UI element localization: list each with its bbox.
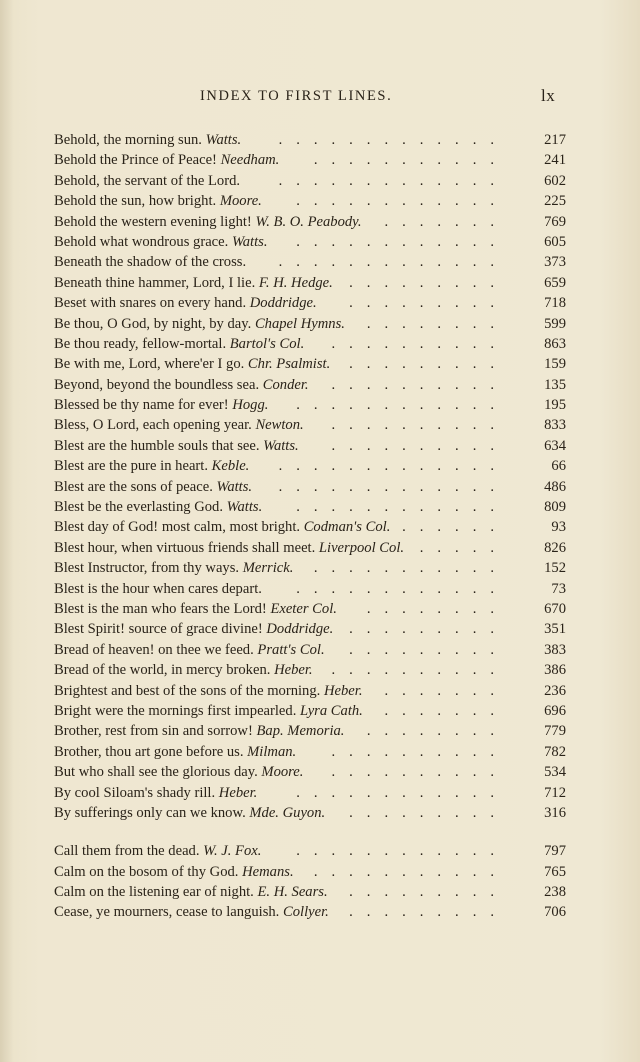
first-line: Beneath the shadow of the cross.: [54, 254, 247, 271]
index-entry: [54, 314, 566, 334]
index-entry: [54, 477, 566, 497]
leader-dots: ...........: [313, 152, 508, 169]
first-line: By cool Siloam's shady rill.: [54, 784, 216, 801]
index-entry: [54, 762, 566, 782]
index-group-b: [54, 130, 566, 823]
index-entry: [54, 721, 566, 741]
leader-dots: ...........: [313, 863, 508, 880]
author: Pratt's Col.: [257, 641, 325, 658]
first-line: Blest hour, when virtuous friends shall meet.: [54, 539, 316, 556]
leader-dots: ......: [402, 519, 508, 536]
entry-text: [54, 862, 294, 882]
first-line: Brother, thou art gone before us.: [54, 743, 244, 760]
page-ref: 712: [544, 784, 566, 801]
page-ref: 238: [544, 884, 566, 901]
entry-text: [54, 130, 241, 150]
entry-text: [54, 477, 252, 497]
page-ref: 696: [544, 702, 566, 719]
leader-dots: ............: [296, 397, 508, 414]
index-entry: [54, 841, 566, 861]
leader-dots: ..........: [331, 743, 508, 760]
author: Chapel Hymns.: [254, 315, 345, 332]
leader-dots: .........: [349, 621, 508, 638]
entry-text: [54, 803, 325, 823]
first-line: Bread of the world, in mercy broken.: [54, 662, 271, 679]
entry-text: [54, 762, 303, 782]
page-ref: 159: [544, 356, 566, 373]
author: Lyra Cath.: [300, 702, 363, 719]
page-ref: 351: [544, 621, 566, 638]
first-line: Cease, ye mourners, cease to languish.: [54, 904, 280, 921]
first-line: Bright were the mornings first impearled.: [54, 702, 297, 719]
index-entry: [54, 803, 566, 823]
first-line: Blest Spirit! source of grace divine!: [54, 621, 263, 638]
entry-text: [54, 902, 329, 922]
page-ref: 634: [544, 437, 566, 454]
index-list: [54, 130, 566, 923]
entry-text: [54, 497, 262, 517]
author: W. J. Fox.: [203, 843, 262, 860]
index-entry: [54, 701, 566, 721]
index-entry: [54, 375, 566, 395]
entry-text: [54, 415, 304, 435]
leader-dots: ..........: [331, 437, 508, 454]
leader-dots: .............: [278, 172, 508, 189]
first-line: Brightest and best of the sons of the morning.: [54, 682, 321, 699]
first-line: Calm on the listening ear of night.: [54, 884, 254, 901]
index-entry: [54, 902, 566, 922]
leader-dots: ............: [296, 499, 508, 516]
entry-text: [54, 579, 262, 599]
leader-dots: ............: [296, 580, 508, 597]
author: Mde. Guyon.: [249, 804, 326, 821]
page-ref: 782: [544, 743, 566, 760]
index-group-c: [54, 841, 566, 923]
leader-dots: ........: [366, 600, 508, 617]
leader-dots: .............: [278, 478, 508, 495]
leader-dots: ..........: [331, 662, 508, 679]
first-line: Behold, the servant of the Lord.: [54, 172, 241, 189]
page-ref: 826: [544, 539, 566, 556]
first-line: Bread of heaven! on thee we feed.: [54, 641, 254, 658]
entry-text: [54, 742, 296, 762]
index-entry: [54, 436, 566, 456]
author: Codman's Col.: [303, 519, 391, 536]
page-ref: 241: [544, 152, 566, 169]
entry-text: [54, 314, 345, 334]
entry-text: [54, 681, 362, 701]
index-entry: [54, 171, 566, 191]
first-line: Behold the sun, how bright.: [54, 193, 217, 210]
author: Milman.: [247, 743, 297, 760]
running-title: INDEX TO FIRST LINES.: [200, 88, 393, 104]
first-line: Blest are the pure in heart.: [54, 458, 208, 475]
page-ref: 195: [544, 397, 566, 414]
first-line: Behold the western evening light!: [54, 213, 252, 230]
leader-dots: .......: [384, 213, 508, 230]
leader-dots: .........: [349, 356, 508, 373]
entry-text: [54, 882, 328, 902]
author: Merrick.: [242, 560, 294, 577]
entry-text: [54, 171, 240, 191]
author: Exeter Col.: [270, 600, 337, 617]
leader-dots: ............: [296, 843, 508, 860]
index-entry: [54, 354, 566, 374]
author: Newton.: [255, 417, 304, 434]
page-ref: 670: [544, 600, 566, 617]
leader-dots: .............: [278, 458, 508, 475]
index-entry: [54, 191, 566, 211]
first-line: Be with me, Lord, where'er I go.: [54, 356, 245, 373]
index-entry: [54, 742, 566, 762]
entry-text: [54, 538, 404, 558]
page-ref: 386: [544, 662, 566, 679]
entry-text: [54, 456, 249, 476]
author: Keble.: [211, 458, 250, 475]
entry-text: [54, 517, 390, 537]
entry-text: [54, 395, 268, 415]
entry-text: [54, 375, 309, 395]
page-ref: 373: [544, 254, 566, 271]
index-entry: [54, 273, 566, 293]
leader-dots: ............: [296, 784, 508, 801]
page-ref: 66: [551, 458, 566, 475]
first-line: Bless, O Lord, each opening year.: [54, 417, 252, 434]
first-line: Blest day of God! most calm, most bright.: [54, 519, 301, 536]
page-ref: 217: [544, 132, 566, 148]
author: Chr. Psalmist.: [247, 356, 331, 373]
index-entry: [54, 212, 566, 232]
page-ref: 383: [544, 641, 566, 658]
leader-dots: ..........: [331, 764, 508, 781]
author: Watts.: [216, 478, 253, 495]
leader-dots: .........: [349, 641, 508, 658]
author: Heber.: [218, 784, 258, 801]
page-ref: 706: [544, 904, 566, 921]
group-spacer: [54, 823, 566, 841]
first-line: Blest be the everlasting God.: [54, 499, 224, 516]
first-line: Blest is the hour when cares depart.: [54, 580, 262, 597]
first-line: Blest are the sons of peace.: [54, 478, 213, 495]
leader-dots: .....: [419, 539, 508, 556]
first-line: Calm on the bosom of thy God.: [54, 863, 239, 880]
author: W. B. O. Peabody.: [255, 213, 362, 230]
author: Bartol's Col.: [229, 335, 305, 352]
entry-text: [54, 436, 299, 456]
entry-text: [54, 252, 246, 272]
leader-dots: ..........: [331, 335, 508, 352]
entry-text: [54, 293, 317, 313]
index-entry: [54, 579, 566, 599]
page-ref: 863: [544, 335, 566, 352]
page-ref: 605: [544, 233, 566, 250]
author: Moore.: [261, 764, 304, 781]
index-entry: [54, 538, 566, 558]
author: Doddridge.: [249, 295, 317, 312]
leader-dots: ........: [366, 723, 508, 740]
leader-dots: ...........: [313, 560, 508, 577]
author: Collyer.: [282, 904, 329, 921]
entry-text: [54, 841, 261, 861]
page-ref: 152: [544, 560, 566, 577]
entry-text: [54, 721, 344, 741]
first-line: Be thou ready, fellow-mortal.: [54, 335, 227, 352]
author: Moore.: [219, 193, 262, 210]
first-line: Blest Instructor, from thy ways.: [54, 560, 240, 577]
page-ref: 779: [544, 723, 566, 740]
author: Watts.: [263, 437, 299, 454]
index-entry: [54, 783, 566, 803]
first-line: By sufferings only can we know.: [54, 804, 246, 821]
leader-dots: .........: [349, 295, 508, 312]
author: Heber.: [323, 682, 363, 699]
author: Conder.: [262, 376, 309, 393]
page-ref: 599: [544, 315, 566, 332]
first-line: Beyond, beyond the boundless sea.: [54, 376, 260, 393]
author: F. H. Hedge.: [258, 274, 333, 291]
author: Watts.: [205, 132, 242, 148]
index-entry: [54, 681, 566, 701]
leader-dots: .............: [278, 254, 508, 271]
author: Hogg.: [232, 397, 269, 414]
page-ref: 769: [544, 213, 566, 230]
leader-dots: .......: [384, 682, 508, 699]
first-line: Behold what wondrous grace.: [54, 233, 229, 250]
page-ref: 236: [544, 682, 566, 699]
first-line: Behold, the morning sun.: [54, 132, 202, 148]
page-ref: 135: [544, 376, 566, 393]
leader-dots: .........: [349, 884, 508, 901]
page-ref: 659: [544, 274, 566, 291]
author: Watts.: [226, 499, 263, 516]
index-entry: [54, 252, 566, 272]
index-entry: [54, 415, 566, 435]
page-ref: 833: [544, 417, 566, 434]
index-entry: [54, 150, 566, 170]
index-entry: [54, 517, 566, 537]
page-ref: 73: [551, 580, 566, 597]
leader-dots: .........: [349, 904, 508, 921]
entry-text: [54, 191, 262, 211]
entry-text: [54, 701, 363, 721]
leader-dots: ........: [366, 315, 508, 332]
author: Bap. Memoria.: [256, 723, 345, 740]
index-entry: [54, 640, 566, 660]
leader-dots: ..........: [331, 417, 508, 434]
leader-dots: .........: [349, 804, 508, 821]
first-line: Brother, rest from sin and sorrow!: [54, 723, 253, 740]
entry-text: [54, 150, 279, 170]
leader-dots: ............: [296, 233, 508, 250]
index-entry: [54, 232, 566, 252]
entry-text: [54, 660, 313, 680]
author: Liverpool Col.: [318, 539, 405, 556]
page-ref: 809: [544, 499, 566, 516]
author: Hemans.: [242, 863, 294, 880]
index-entry: [54, 130, 566, 150]
entry-text: [54, 783, 257, 803]
first-line: Blest is the man who fears the Lord!: [54, 600, 267, 617]
first-line: Be thou, O God, by night, by day.: [54, 315, 252, 332]
page-ref: 316: [544, 804, 566, 821]
index-entry: [54, 619, 566, 639]
index-entry: [54, 599, 566, 619]
page-number: lx: [541, 86, 556, 105]
page-ref: 765: [544, 863, 566, 880]
page-header: [0, 88, 640, 112]
first-line: Blest are the humble souls that see.: [54, 437, 260, 454]
entry-text: [54, 640, 325, 660]
author: E. H. Sears.: [257, 884, 328, 901]
index-entry: [54, 497, 566, 517]
entry-text: [54, 212, 362, 232]
first-line: Behold the Prince of Peace!: [54, 152, 217, 169]
leader-dots: .........: [349, 274, 508, 291]
first-line: But who shall see the glorious day.: [54, 764, 258, 781]
first-line: Blessed be thy name for ever!: [54, 397, 229, 414]
entry-text: [54, 619, 333, 639]
index-entry: [54, 395, 566, 415]
leader-dots: .......: [384, 702, 508, 719]
index-entry: [54, 293, 566, 313]
first-line: Beset with snares on every hand.: [54, 295, 247, 312]
page-ref: 534: [544, 764, 566, 781]
first-line: Beneath thine hammer, Lord, I lie.: [54, 274, 256, 291]
page-ref: 486: [544, 478, 566, 495]
page-ref: 93: [551, 519, 566, 536]
entry-text: [54, 273, 333, 293]
entry-text: [54, 558, 293, 578]
author: Heber.: [274, 662, 313, 679]
index-entry: [54, 334, 566, 354]
index-entry: [54, 558, 566, 578]
author: Needham.: [220, 152, 280, 169]
leader-dots: .............: [278, 132, 508, 148]
leader-dots: ............: [296, 193, 508, 210]
entry-text: [54, 354, 330, 374]
author: Doddridge.: [266, 621, 334, 638]
page-ref: 797: [544, 843, 566, 860]
page-ref: 225: [544, 193, 566, 210]
index-entry: [54, 660, 566, 680]
leader-dots: ..........: [331, 376, 508, 393]
page-ref: 718: [544, 295, 566, 312]
index-entry: [54, 456, 566, 476]
index-entry: [54, 862, 566, 882]
author: Watts.: [231, 233, 268, 250]
first-line: Call them from the dead.: [54, 843, 200, 860]
entry-text: [54, 232, 268, 252]
entry-text: [54, 599, 337, 619]
page-ref: 602: [544, 172, 566, 189]
entry-text: [54, 334, 304, 354]
index-entry: [54, 882, 566, 902]
